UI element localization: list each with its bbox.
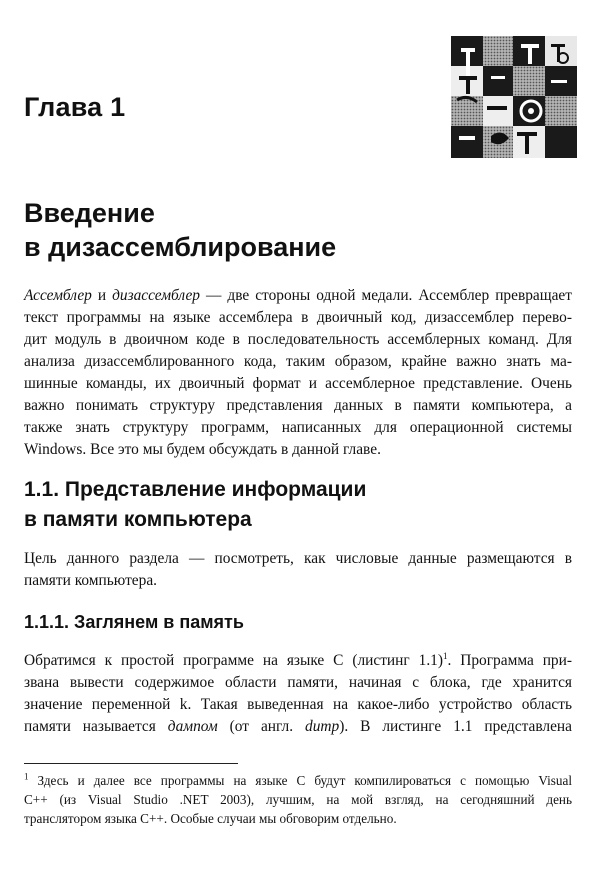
subsection-line-2: звана вывести содержимое области памяти, начиная с блока, где хранится — [24, 674, 572, 691]
footnote-ref[interactable]: 1 — [442, 650, 448, 661]
subsection-line-4-b: (от англ. — [217, 718, 306, 735]
intro-line-6: важно понимать структуру представления данных в памяти компьютера, а — [24, 397, 572, 414]
subsection-title: 1.1.1. Заглянем в память — [24, 612, 244, 632]
footnote-line-3: транслятором языка C++. Особые случаи мы обговорим отдельно. — [24, 811, 397, 826]
footnote-mark: 1 — [24, 771, 29, 782]
term-dump-en: dump — [305, 718, 340, 735]
term-dump-ru: дампом — [167, 718, 218, 735]
section-line-1: Цель данного раздела — посмотреть, как числовые данные размещаются в — [24, 550, 572, 567]
intro-line-8: Windows. Все это мы будем обсуждать в данной главе. — [24, 441, 381, 458]
chapter-title-line-2: в дизассемблирование — [24, 232, 337, 262]
term-disassembler: дизассемблер — [112, 287, 200, 304]
intro-line-7: также знать структуру программ, написанных для операционной системы — [24, 419, 572, 436]
subsection-line-3: значение переменной k. Такая выведенная на какое-либо устройство область — [24, 696, 572, 713]
subsection-line-4-c: ). В листинге 1.1 представлена — [339, 718, 572, 735]
subsection-line-1-rest: . Программа при- — [447, 652, 572, 669]
intro-line-1 — [24, 285, 572, 307]
subsection-line-4 — [24, 716, 572, 738]
subsection-line-4-a: памяти называется — [24, 718, 168, 735]
intro-paragraph — [24, 285, 572, 461]
intro-line-1-rest: — две стороны одной медали. Ассемблер превращает — [200, 287, 572, 304]
chapter-title — [24, 196, 336, 264]
footnote-line-2: C++ (из Visual Studio .NET 2003), лучшим, на мой взгляд, на сегодняшний день — [24, 792, 572, 807]
section-title-line-2: в памяти компьютера — [24, 508, 252, 531]
footnote-line-1-text: Здесь и далее все программы на языке С будут компилироваться с помощью Visual — [28, 773, 572, 788]
intro-and: и — [91, 287, 113, 304]
footnote-line-1 — [24, 771, 572, 790]
chapter-emblem-image — [451, 36, 577, 158]
subsection-line-1 — [24, 650, 572, 672]
intro-line-2: текст программы на языке ассемблера в двоичный код, дизассемблер перево- — [24, 309, 572, 326]
section-line-2: памяти компьютера. — [24, 572, 158, 589]
section-title-line-1: 1.1. Представление информации — [24, 478, 367, 501]
subsection-line-1-text: Обратимся к простой программе на языке С (листинг 1.1) — [24, 652, 443, 669]
intro-line-3: дит модуль в двоичном коде в последовательность ассемблерных команд. Для — [24, 331, 572, 348]
subsection-paragraph — [24, 650, 572, 738]
section-paragraph — [24, 548, 572, 592]
intro-line-4: анализа дизассемблированного кода, таким образом, крайне важно знать ма- — [24, 353, 572, 370]
term-assembler: Ассемблер — [24, 287, 92, 304]
section-title — [24, 475, 366, 535]
footnote-divider — [24, 763, 238, 764]
chapter-label: Глава 1 — [24, 92, 126, 122]
footnote — [24, 771, 572, 828]
chapter-title-line-1: Введение — [24, 198, 155, 228]
intro-line-5: шинные команды, их двоичный формат и ассемблерное представление. Очень — [24, 375, 572, 392]
